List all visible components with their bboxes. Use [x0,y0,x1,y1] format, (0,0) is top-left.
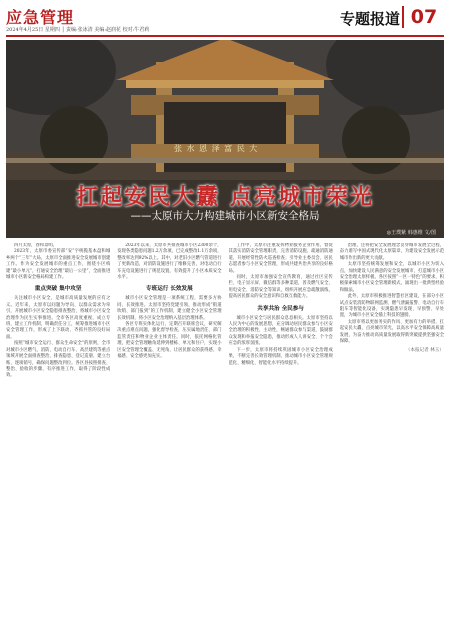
section-heading: 共享共治 全民参与 [257,305,304,312]
masthead [6,2,444,38]
paragraph: 城市小区安全管理是一项系统工程，需要多方协同、长效推进。太原市坚持党建引领，推动形成“街道吹哨、部门报到”的工作机制，建立健全小区安全管理长效机制，将小区安全治理纳入基层治理体系。 [117,296,222,321]
paragraph: 关注城市小区安全，是城市高质量发展的应有之义。近年来，太原市以问题为导向、以群众需求为牵引，开展城市小区安全隐患排查整治，将城市小区安全治理作为民生实事推进。全市各区高度重视，成立专班，建立工作机制，明确责任分工，统筹推进城市小区安全管理工作，形成了上下联动、齐抓共管的良好局面。 [6,296,111,340]
masthead-rule [6,35,444,37]
article-column-3 [229,243,333,634]
article-body [6,243,444,634]
paragraph: 2023年，太原市委宣传部“安”字统揽基本盘和城乡两个“三年”大局，太原市全面推进安全发展城市创建工作。作为安全发展城市的重点工作，围绕小区构建“最小单元”，打通安全治理“最后一公里”，全面推进城市小区新安全格局构建工作。 [6,249,111,281]
paragraph: 太原市将以更加务实的作风、更加有力的举措，扛起安民大纛，点亮城市荣光，以高水平安全保障高质量发展，为奋力推动高质量发展取得新突破提供坚强安全保障。 [339,319,444,345]
photo-caption: ◎王璞紫 韩惠维 文/图 [386,230,436,236]
section-heading: 重点突破 集中攻坚 [34,286,82,293]
paragraph: 太原市坚持统筹发展和安全，以城市小区为切入点，加快建设人民满意的安全发展城市，打造城市小区安全治理太原样板。各区按照“一区一特色”的要求，积极探索城市小区安全管理新模式，涌现出一批典型经验和做法。 [339,262,444,293]
paragraph: 四月太原，春和景明。 [14,243,57,248]
paragraph: 按照“城市安全运行、群众生命安全”的原则，全市对城市小区燃气、消防、电动自行车、高层建筑等重点领域开展全面排查整治，排查隐患、登记造册、建立台账、逐项销号，确保问题整改到位。各区县按照排查、整治、验收的步骤，有序推进工作，取得了阶段性成效。 [6,341,111,379]
byline: （本报记者 林玉） [405,347,444,353]
paragraph: 治理，还将把安全发展理念贯穿城市发展全过程，奋力谱写中国式现代化太原篇章，为建设安全发展示范城市作出新的更大贡献。 [339,243,444,261]
article-column-4 [340,243,444,634]
masthead-name: 应急管理 [6,8,75,27]
gate-plaque-text: 张 水 恩 泽 富 民 大 [174,144,259,153]
section-title: 专题报道 [339,10,400,28]
article-column-2 [117,243,221,634]
section-heading: 专班运行 长效发展 [146,286,193,293]
article-column-1 [6,243,110,634]
paragraph: 城市小区安全与居民群众息息相关。太原市坚持以人民为中心的发展思想，充分调动居民群众参与小区安全治理的积极性、主动性，畅通群众参与渠道，鼓励群众发现和举报安全隐患，推动形成人人讲安全、个个会应急的浓厚氛围。 [228,315,333,347]
headline: 扛起安民大纛 点亮城市荣光 [76,185,374,210]
page-number: 07 [402,6,444,28]
paragraph: 各区专班实体化运行，定期召开联席会议，研究解决重点难点问题，强化督导检查，压实属地责任、部门监管责任和物业企业主体责任。同时，依托网格化管理，把安全管理触角延伸到楼栋、单元和住户，实现小区安全管理全覆盖、无死角，让居民群众的获得感、幸福感、安全感更加充实。 [117,322,222,360]
paragraph: 同时，太原市加强安全宣传教育，通过社区宣传栏、电子显示屏、微信群等多种渠道，普及燃气安全、用电安全、消防安全等知识，组织开展应急疏散演练，提高居民群众的安全意识和自救互救能力。 [228,275,333,300]
paragraph: 此外，太原市积极推进智慧社区建设，在部分小区试点安装消防物联网监测、燃气泄漏报警、电动自行车阻车等智能化设备，实现隐患早发现、早预警、早处置，为城市小区安全插上科技的翅膀。 [339,294,444,319]
paragraph: 2023年以来，太原市共排查城市小区2300余个，发现各类隐患问题1.2万余项，已完成整改1.1万余项，整改率达到92%以上。其中，对老旧小区燃气管道进行了更新改造，对消防设施进行了维修完善，对电动自行车充电设施进行了规范设置，有效提升了小区本质安全水平。 [117,243,222,281]
issue-meta: 2024年4月25日 星期四 │ 责编:张冰清 美编:赵润花 校对:牛君莉 [6,27,150,33]
paragraph: 工作中，太原市注重发挥物业服务企业作用，督促其落实消防安全管理职责，完善消防设施、疏通消防通道，开展经常性防火巡查检查；引导业主委员会、居民志愿者参与小区安全管理，形成共建共治共享的良好格局。 [228,243,333,274]
paragraph: 下一步，太原市将持续巩固城市小区安全治理成果，不断完善长效管理机制，推动城市小区安全管理规范化、精细化、智能化水平持续提升。 [228,347,333,366]
subheadline: ——太原市大力构建城市小区新安全格局 [130,210,320,222]
